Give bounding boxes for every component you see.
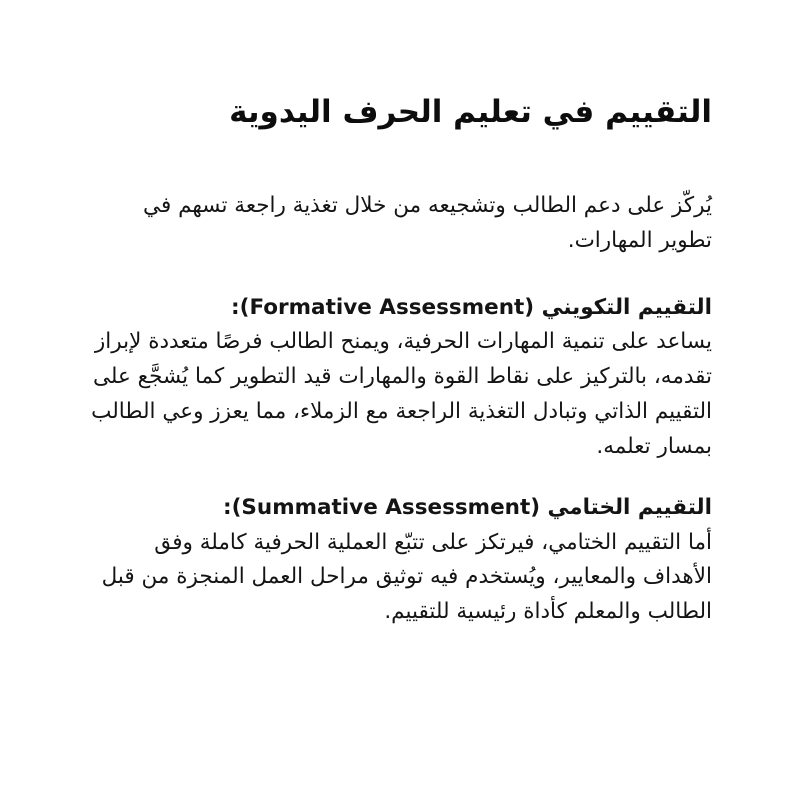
section-heading-summative: التقييم الختامي (Summative Assessment): xyxy=(222,494,712,520)
section-formative-assessment xyxy=(88,291,712,465)
section-summative-assessment xyxy=(88,491,712,630)
intro-paragraph: يُركّز على دعم الطالب وتشجيعه من خلال تغذية راجعة تسهم في تطوير المهارات. xyxy=(143,192,712,253)
page-title: التقييم في تعليم الحرف اليدوية xyxy=(229,94,712,130)
section-body-formative: يساعد على تنمية المهارات الحرفية، ويمنح الطالب فرصًا متعددة لإبراز تقدمه، بالتركيز على نقاط القوة والمهارات قيد التطوير كما يُشجَّع على التقييم الذاتي وتبادل التغذية الراجعة مع الزملاء، مما يعزز وعي الطالب بمسار تعلمه. xyxy=(91,329,712,459)
section-body-summative: أما التقييم الختامي، فيرتكز على تتبّع العملية الحرفية كاملة وفق الأهداف والمعايير، ويُستخدم فيه توثيق مراحل العمل المنجزة من قبل الطالب والمعلم كأداة رئيسية للتقييم. xyxy=(101,529,712,625)
section-heading-formative: التقييم التكويني (Formative Assessment): xyxy=(231,294,712,320)
